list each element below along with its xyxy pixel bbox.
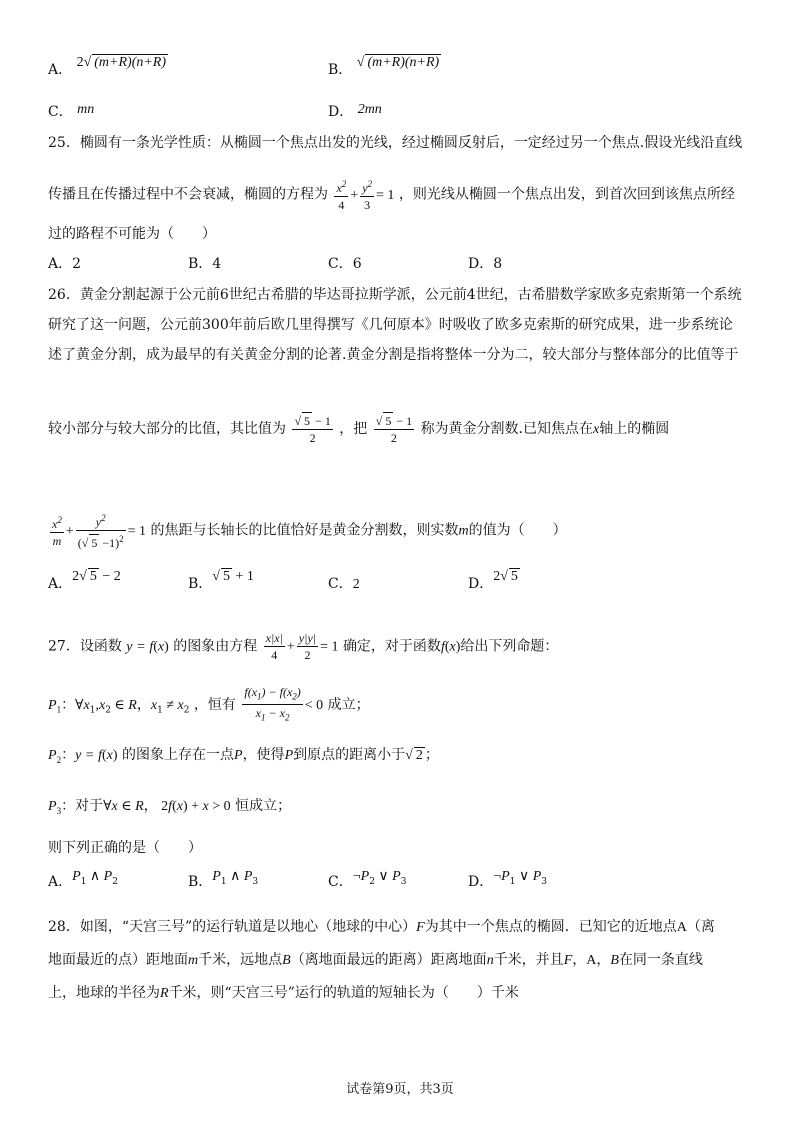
q26-line-5: $\frac{x^2}{m}$ + $\frac{y^2}{(√ 5 -1)^2}$ = 1 的焦距与长轴长的比值恰好是黄金分割数，则实数m的值为（ ） bbox=[48, 510, 748, 551]
q28-line-1: 28．如图，“天宫三号”的运行轨道是以地心（地球的中心）F为其中一个焦点的椭圆．已知它的近地点A（离 bbox=[48, 919, 715, 935]
q27-option-b: B．$P_1$ ∧ $P_3$ bbox=[188, 869, 259, 890]
q25-line-2: 传播且在传播过程中不会衰减，椭圆的方程为 $\frac{x^2}{4}$ + $\frac{y^2}{3}$ = 1 ，则光线从椭圆一个焦点出发，到首次回到该焦点所经 bbox=[48, 176, 748, 213]
q24-option-a: A． 2√ (m+R)(n+R) bbox=[48, 55, 167, 78]
q25-option-b: B．4 bbox=[188, 256, 222, 272]
q28-line-2: 地面最近的点）距地面m千米，远地点B（离地面最远的距离）距离地面n千米，并且F，A，B在同一条直线 bbox=[48, 952, 703, 968]
q27-p2: $P_2$：y = f(x) 的图象上存在一点P，使得P到原点的距离小于√ 2 ； bbox=[48, 747, 439, 765]
q24-option-a-expr: 2√ (m+R)(n+R) bbox=[76, 55, 167, 70]
q25-option-a: A．2 bbox=[48, 256, 82, 272]
page-footer: 试卷第9页，共3页 bbox=[346, 1082, 454, 1097]
q26-option-c: C．2 bbox=[328, 576, 360, 592]
q25-option-c: C．6 bbox=[328, 256, 362, 272]
q24-option-b: B． √ (m+R)(n+R) bbox=[328, 55, 440, 78]
q24-option-b-expr: √ (m+R)(n+R) bbox=[356, 55, 440, 70]
q27-question: 则下列正确的是（ ） bbox=[48, 840, 202, 856]
q26-option-b: B．√ 5 + 1 bbox=[188, 569, 254, 592]
q26-option-d: D．2√ 5 bbox=[468, 569, 518, 592]
q26-line-3: 述了黄金分割，成为最早的有关黄金分割的论著.黄金分割是指将整体一分为二，较大部分与整体部分的比值等于 bbox=[48, 347, 739, 363]
q27-option-c: C．$\neg P_2$ ∨ $P_3$ bbox=[328, 869, 407, 890]
q26-line-1: 26．黄金分割起源于公元前6世纪古希腊的毕达哥拉斯学派，公元前4世纪，古希腊数学家欧多克索斯第一个系统 bbox=[48, 287, 742, 303]
q27-line-1: 27．设函数 y = f(x) 的图象由方程 $\frac{x|x|}{4}$ + $\frac{y|y|}{2}$ = 1 确定，对于函数f(x)给出下列命题： bbox=[48, 631, 559, 662]
q25-line-1: 25．椭圆有一条光学性质：从椭圆一个焦点出发的光线，经过椭圆反射后，一定经过另一个焦点.假设光线沿直线 bbox=[48, 135, 743, 151]
golden-ratio-fraction-2: $\frac{√ 5 - 1}{2}$ bbox=[375, 414, 413, 445]
q25-line-3: 过的路程不可能为（ ） bbox=[48, 226, 216, 242]
q27-option-d: D．$\neg P_1$ ∨ $P_3$ bbox=[468, 869, 547, 890]
q28-line-3: 上，地球的半径为R千米，则“天宫三号”运行的轨道的短轴长为（ ）千米 bbox=[48, 985, 519, 1001]
q26-line-2: 研究了这一问题，公元前300年前后欧几里得撰写《几何原本》时吸收了欧多克索斯的研究成果，进一步系统论 bbox=[48, 317, 733, 333]
q25-equation: $\frac{x^2}{4}$ + $\frac{y^2}{3}$ = 1 bbox=[332, 187, 398, 203]
q26-line-4: 较小部分与较大部分的比值，其比值为 $\frac{√ 5 - 1}{2}$ ，把 $\frac{√ 5 - 1}{2}$ 称为黄金分割数.已知焦点在x轴上的椭圆 bbox=[48, 414, 670, 445]
q26-ellipse-equation: $\frac{x^2}{m}$ + $\frac{y^2}{(√ 5 -1)^2}$ = 1 bbox=[48, 523, 150, 539]
q27-p1: $P_1$：$\forall x_1,x_2$ ∈ R，$x_1 \ne x_2$ ，恒有 $\frac{f(x_1) - f(x_2)}{x_1 - x_2}$ < 0 成立； bbox=[48, 685, 370, 723]
q27-option-a: A．$P_1$ ∧ $P_2$ bbox=[48, 869, 118, 890]
golden-ratio-fraction: $\frac{√ 5 - 1}{2}$ bbox=[294, 414, 331, 445]
q24-option-d: D． 2mn bbox=[328, 102, 382, 120]
q25-option-d: D．8 bbox=[468, 256, 503, 272]
q24-option-c: C． mn bbox=[48, 102, 95, 120]
q26-option-a: A．2√ 5 − 2 bbox=[48, 569, 121, 592]
q27-p3: $P_3$：对于∀x ∈ R， 2f(x) + x > 0 恒成立； bbox=[48, 798, 292, 816]
